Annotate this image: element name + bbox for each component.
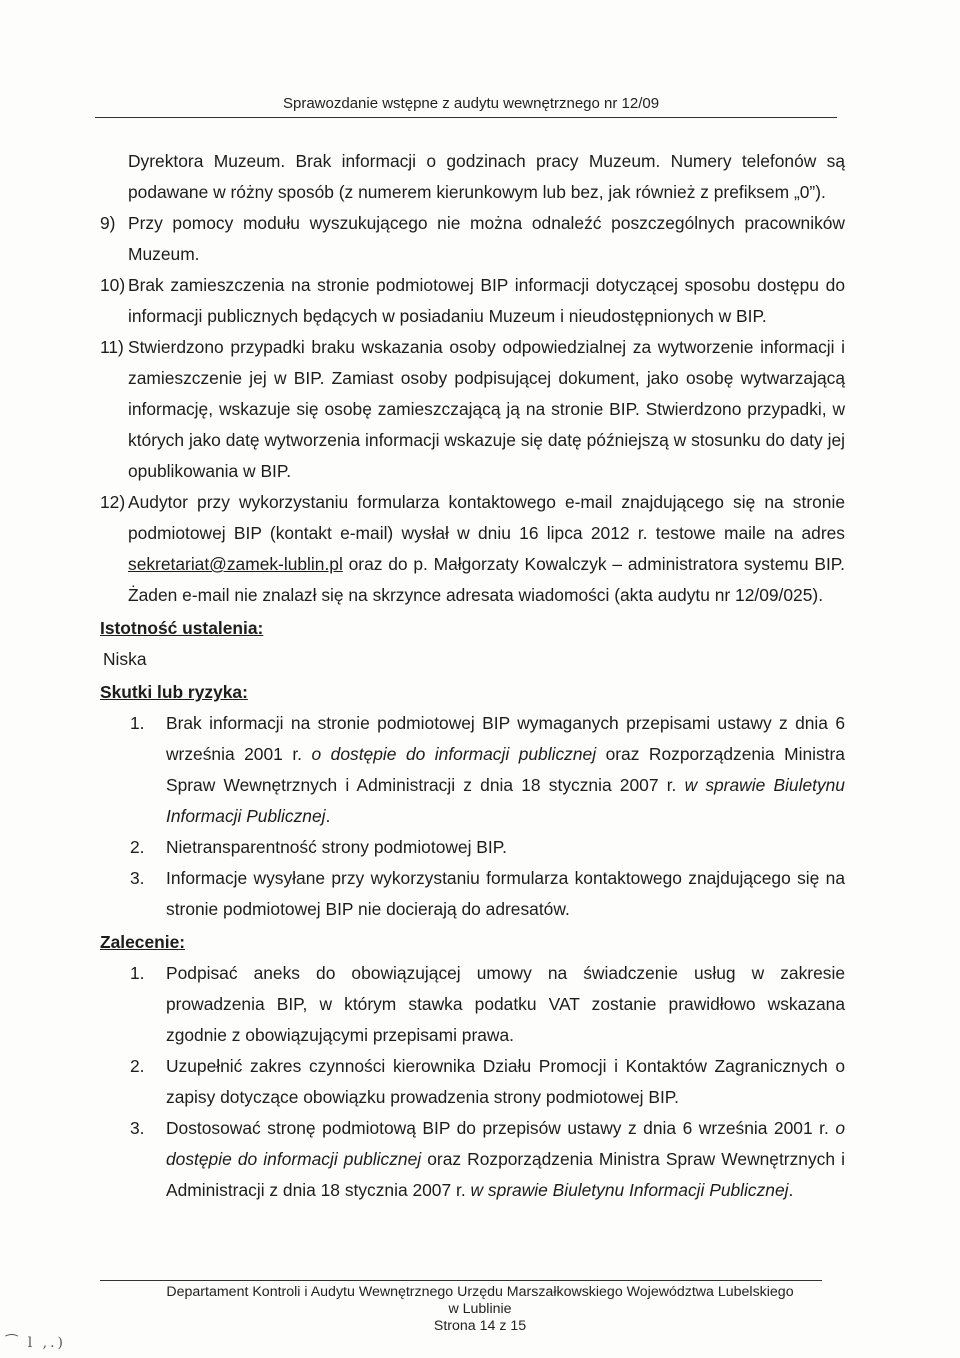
item-text-before: Audytor przy wykorzystaniu formularza kontaktowego e-mail znajdującego się na stronie podmiotowej BIP (kontakt e-mail) wysłał w dniu 16 lipca 2012 r. testowe maile na adres <box>128 492 845 543</box>
header-rule <box>95 117 837 118</box>
page-number: Strona 14 z 15 <box>433 1318 527 1334</box>
handwritten-mark: ⁀ ⅼ ,.) <box>6 1335 66 1351</box>
act-title: w sprawie Biuletynu Informacji Publicznej <box>470 1180 789 1200</box>
item-text-part: . <box>788 1180 794 1200</box>
document-body <box>100 146 845 1206</box>
item-number: 12) <box>100 492 126 512</box>
list-item <box>130 863 845 925</box>
list-item <box>130 1113 845 1206</box>
item-text: Nietransparentność strony podmiotowej BIP. <box>166 837 507 857</box>
findings-list <box>100 208 845 611</box>
item-number: 1. <box>130 713 145 733</box>
list-item <box>100 208 845 270</box>
item-text: Stwierdzono przypadki braku wskazania osoby odpowiedzialnej za wytworzenie informacji i zamieszczenie jej w BIP. Zamiast osoby podpisującej dokument, jako osobę wytwarzającą informację, wskazuje się osobę zamieszczającą ją na stronie BIP. Stwierdzono przypadki, w których jako datę wytworzenia informacji wskazuje się datę późniejszą w stosunku do daty jej opublikowania w BIP. <box>128 337 845 481</box>
item-text <box>166 708 845 832</box>
footer-rule <box>100 1280 822 1281</box>
item-text-part: . <box>325 806 331 826</box>
item-number: 2. <box>130 1056 145 1076</box>
footer-city: w Lublinie <box>448 1301 512 1317</box>
item-text <box>128 487 845 611</box>
email-link[interactable]: sekretariat@zamek-lublin.pl <box>128 554 343 574</box>
item-text: Podpisać aneks do obowiązującej umowy na świadczenie usług w zakresie prowadzenia BIP, w którym stawka podatku VAT zostanie prawidłowo wskazana zgodnie z obowiązującymi przepisami prawa. <box>166 963 845 1045</box>
page-footer <box>100 1284 860 1335</box>
list-item <box>130 832 845 863</box>
significance-value: Niska <box>103 649 147 669</box>
list-item <box>130 1051 845 1113</box>
item-text-part: oraz Rozporządzenia Ministra Spraw Wewnętrznych i Administracji z dnia 18 stycznia 2007 r. <box>166 1149 845 1200</box>
significance-heading: Istotność ustalenia: <box>100 618 264 638</box>
list-item <box>130 958 845 1051</box>
footer-department: Departament Kontroli i Audytu Wewnętrznego Urzędu Marszałkowskiego Województwa Lubelskiego <box>166 1284 794 1300</box>
list-item <box>100 270 845 332</box>
item-number: 10) <box>100 275 126 295</box>
item-number: 2. <box>130 837 145 857</box>
recommendations-list <box>100 958 845 1206</box>
item-number: 11) <box>100 337 124 357</box>
act-title: o dostępie do informacji publicznej <box>166 1118 845 1169</box>
item-number: 1. <box>130 963 145 983</box>
list-item <box>130 708 845 832</box>
item-number: 3. <box>130 868 145 888</box>
item-number: 3. <box>130 1118 145 1138</box>
item-number: 9) <box>100 213 116 233</box>
item-text-part: Brak informacji na stronie podmiotowej BIP wymaganych przepisami ustawy z dnia 6 września 2001 r. <box>166 713 845 764</box>
item-text-part: Dostosować stronę podmiotową BIP do przepisów ustawy z dnia 6 września 2001 r. <box>166 1118 836 1138</box>
act-title: w sprawie Biuletynu Informacji Publicznej <box>166 775 845 826</box>
continued-paragraph: Dyrektora Muzeum. Brak informacji o godzinach pracy Muzeum. Numery telefonów są podawane w różny sposób (z numerem kierunkowym lub bez, jak również z prefiksem „0”). <box>128 151 845 202</box>
risks-list <box>100 708 845 925</box>
list-item <box>100 487 845 611</box>
risks-heading: Skutki lub ryzyka: <box>100 682 248 702</box>
running-header: Sprawozdanie wstępne z audytu wewnętrznego nr 12/09 <box>283 95 660 112</box>
item-text-part: oraz Rozporządzenia Ministra Spraw Wewnętrznych i Administracji z dnia 18 stycznia 2007 r. <box>166 744 845 795</box>
list-item <box>100 332 845 487</box>
act-title: o dostępie do informacji publicznej <box>311 744 597 764</box>
item-text-after: oraz do p. Małgorzaty Kowalczyk – administratora systemu BIP. Żaden e-mail nie znalazł się na skrzynce adresata wiadomości (akta audytu nr 12/09/025). <box>128 554 845 605</box>
item-text: Uzupełnić zakres czynności kierownika Działu Promocji i Kontaktów Zagranicznych o zapisy dotyczące obowiązku prowadzenia strony podmiotowej BIP. <box>166 1056 845 1107</box>
recommendation-heading: Zalecenie: <box>100 932 186 952</box>
item-text: Brak zamieszczenia na stronie podmiotowej BIP informacji dotyczącej sposobu dostępu do informacji publicznych będących w posiadaniu Muzeum i nieudostępnionych w BIP. <box>128 275 845 326</box>
item-text: Przy pomocy modułu wyszukującego nie można odnaleźć poszczególnych pracowników Muzeum. <box>128 213 845 264</box>
item-text: Informacje wysyłane przy wykorzystaniu formularza kontaktowego znajdującego się na stronie podmiotowej BIP nie docierają do adresatów. <box>166 868 845 919</box>
item-text <box>166 1113 845 1206</box>
